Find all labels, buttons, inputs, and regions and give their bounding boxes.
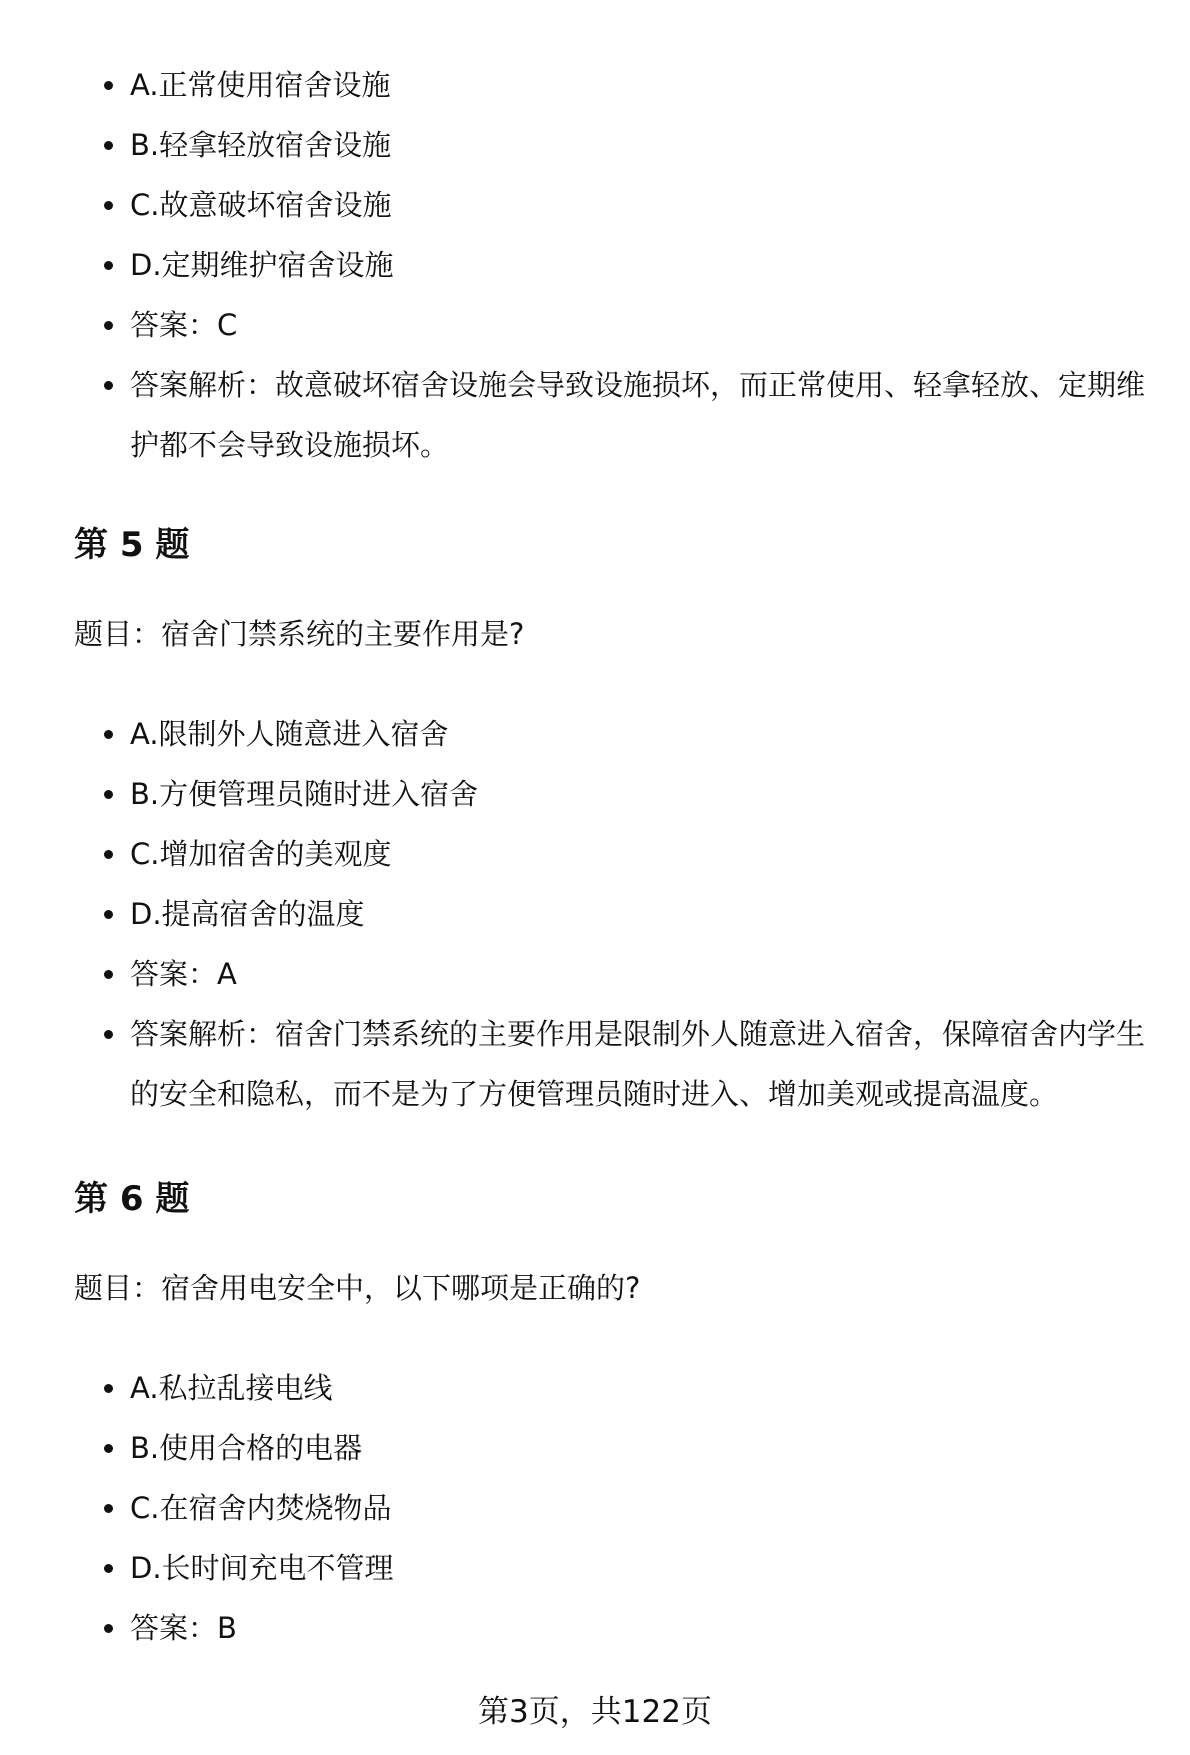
bullet-icon bbox=[104, 1504, 113, 1513]
q4-explanation bbox=[0, 355, 1190, 475]
bullet-icon bbox=[104, 321, 113, 330]
q6-option-c bbox=[0, 1478, 1190, 1538]
bullet-icon bbox=[104, 910, 113, 919]
list-item-text: 答案：C bbox=[130, 308, 238, 342]
list-item-text: 答案解析：故意破坏宿舍设施会导致设施损坏，而正常使用、轻拿轻放、定期维护都不会导致设施损坏。 bbox=[130, 368, 1146, 462]
bullet-icon bbox=[104, 1624, 113, 1633]
bullet-icon bbox=[104, 730, 113, 739]
list-item-text: C.在宿舍内焚烧物品 bbox=[130, 1491, 392, 1525]
bullet-icon bbox=[104, 850, 113, 859]
q4-option-d bbox=[0, 235, 1190, 295]
bullet-icon bbox=[104, 1444, 113, 1453]
list-item-text: B.方便管理员随时进入宿舍 bbox=[130, 777, 479, 811]
bullet-icon bbox=[104, 201, 113, 210]
list-item-text: D.长时间充电不管理 bbox=[130, 1551, 394, 1585]
q6-option-b bbox=[0, 1418, 1190, 1478]
q6-option-d bbox=[0, 1538, 1190, 1598]
bullet-icon bbox=[104, 381, 113, 390]
q4-option-c bbox=[0, 175, 1190, 235]
page-number: 第3页，共122页 bbox=[478, 1694, 712, 1730]
q4-option-list bbox=[0, 55, 1190, 475]
bullet-icon bbox=[104, 790, 113, 799]
list-item-text: D.定期维护宿舍设施 bbox=[130, 248, 394, 282]
q4-answer bbox=[0, 295, 1190, 355]
q5-option-b bbox=[0, 764, 1190, 824]
list-item-text: B.轻拿轻放宿舍设施 bbox=[130, 128, 392, 162]
bullet-icon bbox=[104, 1384, 113, 1393]
list-item-text: A.正常使用宿舍设施 bbox=[130, 68, 391, 102]
q6-heading: 第 6 题 bbox=[74, 1179, 190, 1219]
list-item-text: C.增加宿舍的美观度 bbox=[130, 837, 392, 871]
list-item-text: 答案：B bbox=[130, 1611, 237, 1645]
list-item-text: C.故意破坏宿舍设施 bbox=[130, 188, 392, 222]
q5-answer bbox=[0, 944, 1190, 1004]
q5-option-list bbox=[0, 704, 1190, 1124]
bullet-icon bbox=[104, 1564, 113, 1573]
q6-option-list bbox=[0, 1358, 1190, 1658]
list-item-text: 答案：A bbox=[130, 957, 237, 991]
q6-answer bbox=[0, 1598, 1190, 1658]
q4-option-a bbox=[0, 55, 1190, 115]
bullet-icon bbox=[104, 1030, 113, 1039]
q6-question: 题目：宿舍用电安全中，以下哪项是正确的? bbox=[74, 1271, 641, 1305]
q5-explanation bbox=[0, 1004, 1190, 1124]
list-item-text: 答案解析：宿舍门禁系统的主要作用是限制外人随意进入宿舍，保障宿舍内学生的安全和隐私，而不是为了方便管理员随时进入、增加美观或提高温度。 bbox=[130, 1017, 1146, 1111]
q4-option-b bbox=[0, 115, 1190, 175]
q5-option-a bbox=[0, 704, 1190, 764]
list-item-text: A.限制外人随意进入宿舍 bbox=[130, 717, 449, 751]
list-item-text: B.使用合格的电器 bbox=[130, 1431, 363, 1465]
q5-option-d bbox=[0, 884, 1190, 944]
q5-heading: 第 5 题 bbox=[74, 525, 190, 565]
list-item-text: D.提高宿舍的温度 bbox=[130, 897, 365, 931]
q5-question: 题目：宿舍门禁系统的主要作用是? bbox=[74, 617, 525, 651]
bullet-icon bbox=[104, 970, 113, 979]
q5-option-c bbox=[0, 824, 1190, 884]
bullet-icon bbox=[104, 81, 113, 90]
list-item-text: A.私拉乱接电线 bbox=[130, 1371, 333, 1405]
q6-option-a bbox=[0, 1358, 1190, 1418]
bullet-icon bbox=[104, 141, 113, 150]
bullet-icon bbox=[104, 261, 113, 270]
